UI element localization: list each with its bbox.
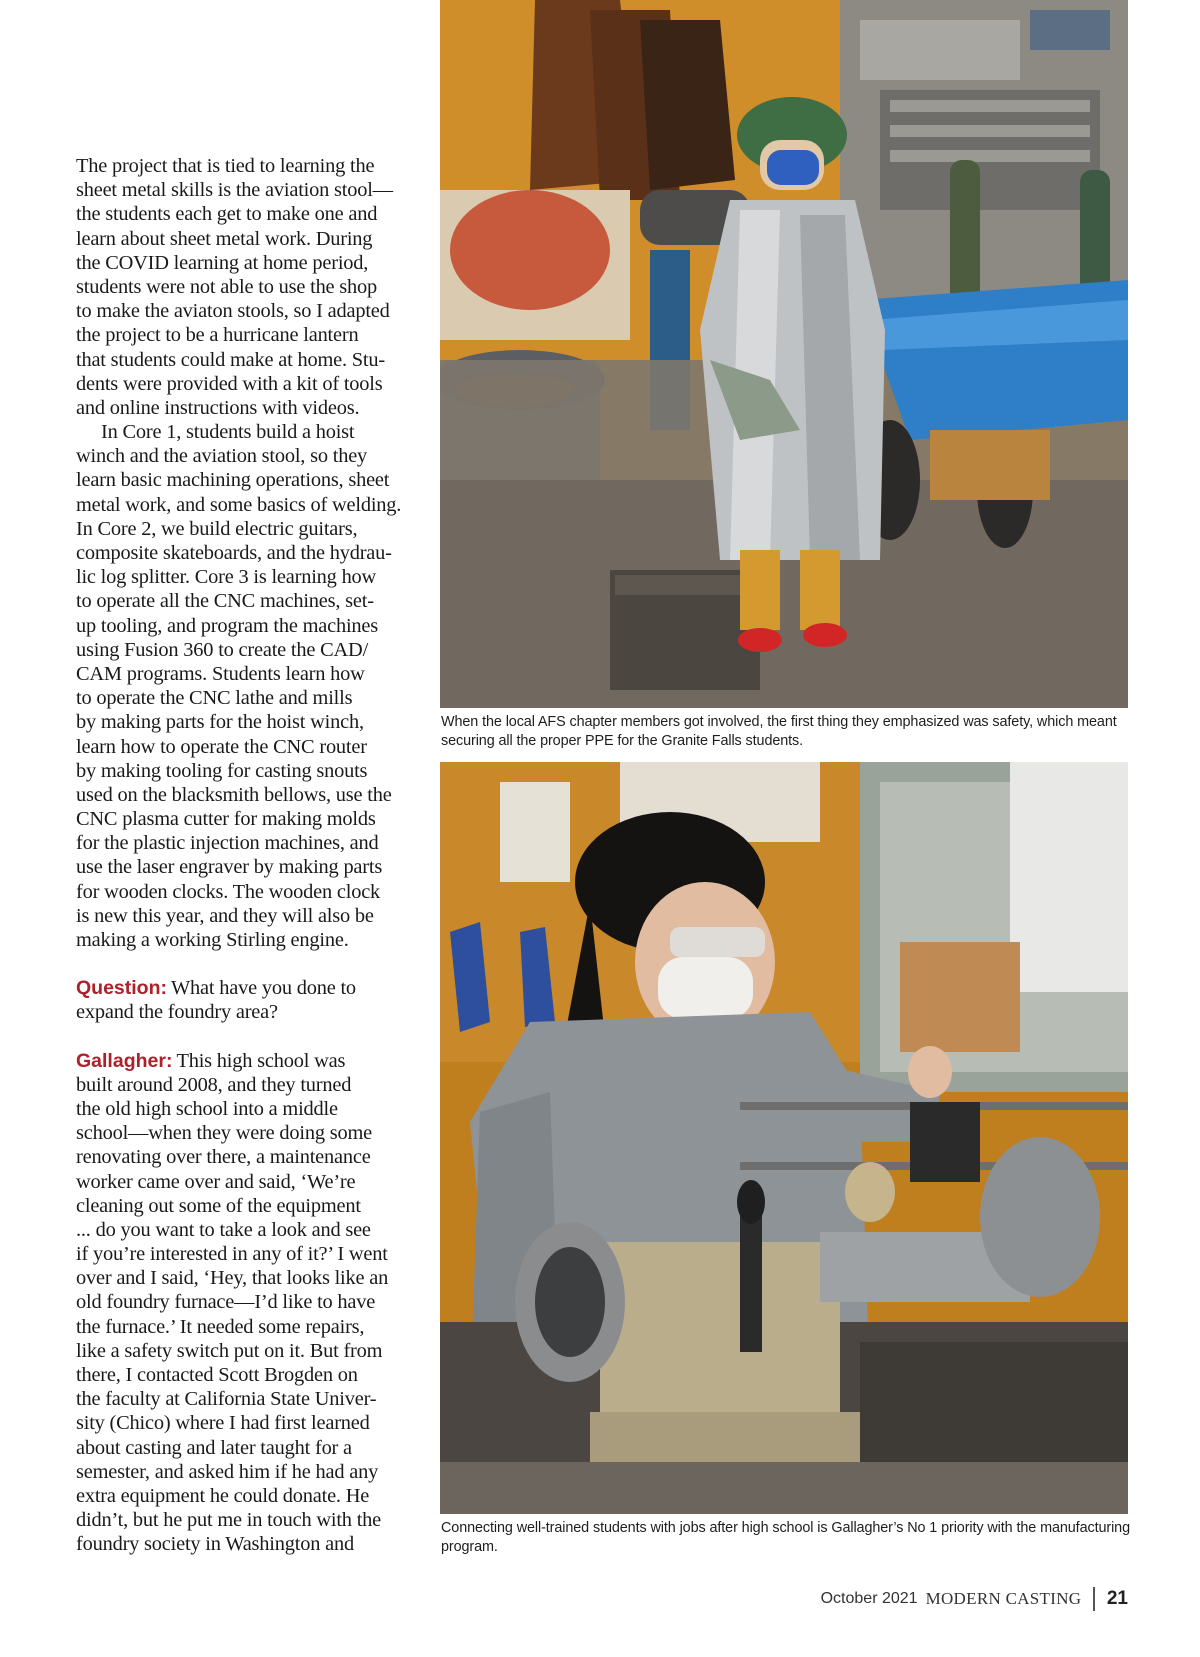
body-text-line: using Fusion 360 to create the CAD/ xyxy=(76,638,369,661)
answer-text-line xyxy=(76,1387,406,1411)
photo1-caption: When the local AFS chapter members got involved, the first thing they emphasized was safety, which meant securing all the proper PPE for the Granite Falls students. xyxy=(441,714,1117,749)
paragraph-gap xyxy=(76,1025,406,1049)
body-text-line: lic log splitter. Core 3 is learning how xyxy=(76,566,377,589)
answer-text: like a safety switch put on it. But from xyxy=(76,1339,383,1362)
answer-text-line xyxy=(76,1508,406,1532)
answer-text: ... do you want to take a look and see xyxy=(76,1218,371,1241)
body-text-line: composite skateboards, and the hydrau- xyxy=(76,542,392,564)
body-text-line: and online instructions with videos. xyxy=(76,396,360,419)
question-label: Question: xyxy=(76,977,167,1000)
body-text-line: making a working Stirling engine. xyxy=(76,929,349,951)
answer-text-line xyxy=(76,1121,406,1145)
answer-line xyxy=(76,1049,406,1073)
body-text-line: dents were provided with a kit of tools xyxy=(76,372,383,395)
body-text-line: The project that is tied to learning the xyxy=(76,155,375,177)
answer-text-line xyxy=(76,1315,406,1339)
body-text-line: learn basic machining operations, sheet xyxy=(76,469,390,492)
question-text: What have you done to xyxy=(171,977,356,1000)
answer-text-line xyxy=(76,1436,406,1460)
answer-text-line xyxy=(76,1073,406,1097)
answer-text: school—when they were doing some xyxy=(76,1122,372,1145)
footer-divider xyxy=(1093,1587,1095,1611)
answer-text: renovating over there, a maintenance xyxy=(76,1146,371,1169)
answer-text-line xyxy=(76,1170,406,1194)
answer-text-line xyxy=(76,1339,406,1363)
body-text-line: In Core 2, we build electric guitars, xyxy=(76,517,358,540)
answer-text: built around 2008, and they turned xyxy=(76,1073,352,1096)
answer-text: if you’re interested in any of it?’ I went xyxy=(76,1243,388,1266)
answer-text: cleaning out some of the equipment xyxy=(76,1194,361,1217)
body-text-line: is new this year, and they will also be xyxy=(76,904,374,927)
article-body xyxy=(76,154,406,1557)
answer-text-line xyxy=(76,1532,406,1556)
photo-student-operating-lathe xyxy=(440,762,1128,1514)
body-text-line: to operate the CNC lathe and mills xyxy=(76,687,353,710)
page-number: 21 xyxy=(1106,1588,1128,1609)
body-text-line: students were not able to use the shop xyxy=(76,275,378,298)
answer-text-line xyxy=(76,1266,406,1290)
body-text-line: by making parts for the hoist winch, xyxy=(76,711,364,734)
body-text-line: sheet metal skills is the aviation stool— xyxy=(76,179,393,202)
body-text-line: used on the blacksmith bellows, use the xyxy=(76,783,392,806)
body-text-line: learn how to operate the CNC router xyxy=(76,735,367,758)
answer-text: semester, and asked him if he had any xyxy=(76,1460,379,1483)
body-text-line: that students could make at home. Stu- xyxy=(76,348,385,371)
answer-text: old foundry furnace—I’d like to have xyxy=(76,1291,376,1314)
body-text-line: by making tooling for casting snouts xyxy=(76,759,368,782)
question-text-line xyxy=(76,1000,406,1024)
answer-text: extra equipment he could donate. He xyxy=(76,1484,370,1507)
body-text-line: for wooden clocks. The wooden clock xyxy=(76,880,381,903)
answer-text: didn’t, but he put me in touch with the xyxy=(76,1509,382,1532)
body-text-line: to operate all the CNC machines, set- xyxy=(76,590,374,613)
question-line xyxy=(76,976,406,1000)
answer-text: there, I contacted Scott Brogden on xyxy=(76,1364,358,1386)
answer-label: Gallagher: xyxy=(76,1049,173,1072)
body-text-line: the COVID learning at home period, xyxy=(76,251,369,274)
photo-student-in-protective-gear xyxy=(440,0,1128,708)
answer-text-line xyxy=(76,1290,406,1314)
body-text-line: to make the aviaton stools, so I adapted xyxy=(76,300,390,323)
answer-text-line xyxy=(76,1145,406,1169)
answer-text: about casting and later taught for a xyxy=(76,1436,352,1459)
magazine-name: MODERN CASTING xyxy=(925,1589,1082,1608)
photo2-caption: Connecting well-trained students with jobs after high school is Gallagher’s No 1 priority with the manufacturing program. xyxy=(441,1520,1130,1555)
answer-text: the old high school into a middle xyxy=(76,1097,338,1120)
page-footer xyxy=(821,1587,1128,1611)
body-text-line: use the laser engraver by making parts xyxy=(76,856,383,879)
answer-text: worker came over and said, ‘We’re xyxy=(76,1170,356,1193)
question-text: expand the foundry area? xyxy=(76,1001,278,1024)
body-text-line: for the plastic injection machines, and xyxy=(76,832,379,855)
answer-text: the furnace.’ It needed some repairs, xyxy=(76,1315,365,1338)
answer-text: sity (Chico) where I had first learned xyxy=(76,1412,370,1435)
body-text-line: winch and the aviation stool, so they xyxy=(76,445,368,468)
answer-text-line xyxy=(76,1484,406,1508)
answer-text-line xyxy=(76,1194,406,1218)
paragraph-gap xyxy=(76,952,406,976)
answer-text: the faculty at California State Univer- xyxy=(76,1388,377,1411)
answer-text: This high school was xyxy=(176,1049,346,1072)
answer-text: foundry society in Washington and xyxy=(76,1533,354,1556)
answer-text-line xyxy=(76,1460,406,1484)
body-text-line: In Core 1, students build a hoist xyxy=(101,421,355,444)
answer-text-line xyxy=(76,1218,406,1242)
body-text-line: up tooling, and program the machines xyxy=(76,614,378,637)
answer-text-line xyxy=(76,1242,406,1266)
answer-text-line xyxy=(76,1097,406,1121)
answer-text: over and I said, ‘Hey, that looks like an xyxy=(76,1267,389,1290)
answer-text-line xyxy=(76,1363,406,1387)
body-text-line: CAM programs. Students learn how xyxy=(76,662,365,685)
body-text-line: the project to be a hurricane lantern xyxy=(76,324,359,347)
body-text-line: CNC plasma cutter for making molds xyxy=(76,808,376,831)
body-text-line: learn about sheet metal work. During xyxy=(76,227,373,250)
body-text-line: the students each get to make one and xyxy=(76,203,378,226)
issue-date: October 2021 xyxy=(820,1590,918,1607)
answer-text-line xyxy=(76,1411,406,1435)
body-text-line: metal work, and some basics of welding. xyxy=(76,493,402,516)
